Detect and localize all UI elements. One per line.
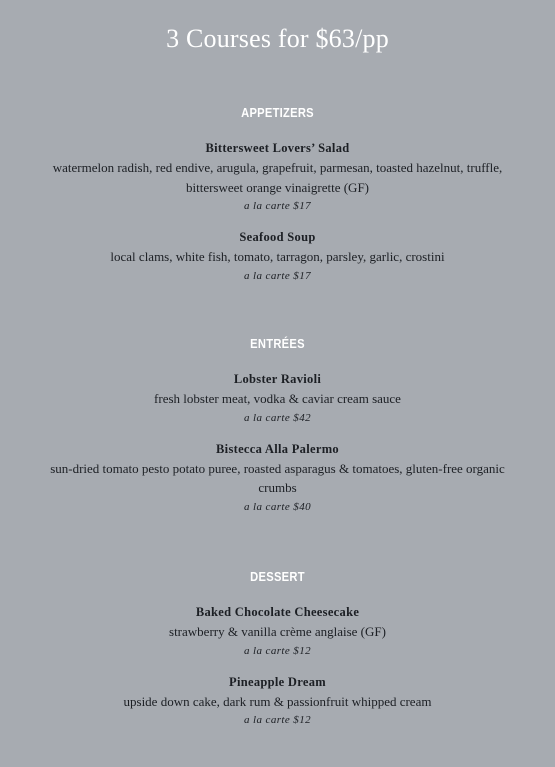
menu-item <box>0 603 555 661</box>
menu-title: 3 Courses for $63/pp <box>166 24 389 53</box>
dish-name: Bittersweet Lovers’ Salad <box>205 141 350 155</box>
dish-name: Seafood Soup <box>239 230 316 244</box>
dish-price: a la carte $17 <box>243 200 311 212</box>
dish-price: a la carte $42 <box>243 411 311 424</box>
section-appetizers <box>0 104 555 286</box>
dish-name: Lobster Ravioli <box>233 372 322 386</box>
dish-name: Bistecca Alla Palermo <box>216 441 339 456</box>
dish-name: Pineapple Dream <box>229 674 326 689</box>
menu-item <box>0 139 555 216</box>
dish-price: a la carte $12 <box>243 644 311 657</box>
dish-description: sun-dried tomato pesto potato puree, roasted asparagus & tomatoes, gluten-free organic crumbs <box>50 460 505 495</box>
menu-item <box>0 440 555 517</box>
dish-price: a la carte $40 <box>243 500 311 513</box>
section-heading: APPETIZERS <box>241 105 314 120</box>
section-entrees <box>0 335 555 517</box>
menu-item <box>0 228 555 286</box>
dish-description: fresh lobster meat, vodka & caviar cream sauce <box>154 391 401 406</box>
dish-price: a la carte $17 <box>243 269 311 282</box>
dish-description: watermelon radish, red endive, arugula, grapefruit, parmesan, toasted hazelnut, truffle, bittersweet orange vinaigrette (GF) <box>52 160 503 195</box>
menu-item <box>0 673 555 731</box>
dish-description: strawberry & vanilla crème anglaise (GF) <box>169 624 386 639</box>
section-dessert <box>0 568 555 730</box>
section-heading: DESSERT <box>250 569 305 584</box>
section-heading: ENTRÉES <box>250 336 305 351</box>
dish-price: a la carte $12 <box>243 714 311 726</box>
dish-description: local clams, white fish, tomato, tarragon, parsley, garlic, crostini <box>110 249 445 264</box>
menu-item <box>0 370 555 428</box>
dish-name: Baked Chocolate Cheesecake <box>195 605 360 619</box>
dish-description: upside down cake, dark rum & passionfruit whipped cream <box>123 693 432 709</box>
